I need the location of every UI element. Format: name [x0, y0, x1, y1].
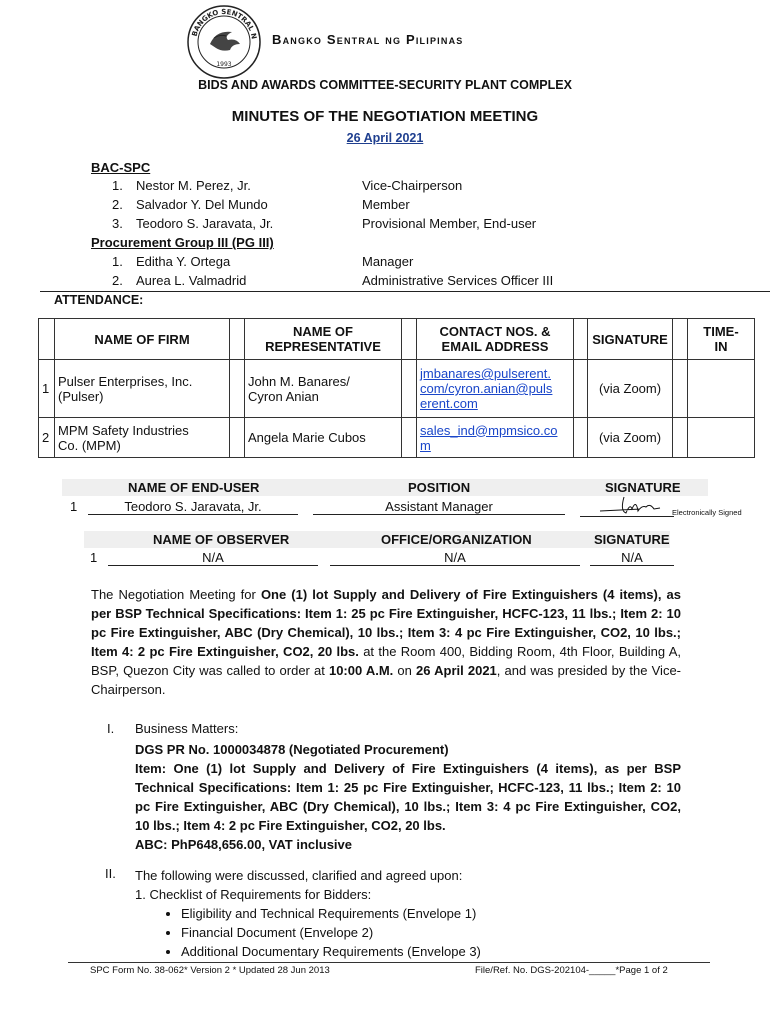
abc-amount: ABC: PhP648,656.00, VAT inclusive [135, 837, 352, 852]
header-time-label: IN [714, 339, 728, 354]
time-in-cell [688, 360, 755, 418]
row-number: 2 [39, 418, 55, 458]
time-in-cell [688, 418, 755, 458]
paragraph-text: on [393, 663, 417, 678]
item-description: Item: One (1) lot Supply and Delivery of Fire Extinguishers (4 items), as per BSP Technical Specifications: Item 1: 25 pc Fire Extinguisher, HCFC-123, 11 lbs.; Item 2: 10 pc Fire Extinguisher, ABC (Dry Chemical), 10 lbs.; Item 3: 4 pc Fire Extinguisher, CO2, 10 lbs.; Item 4: 2 pc Fire Extinguisher, CO2, 20 lbs. [135, 761, 681, 833]
paragraph-date: 26 April 2021 [416, 663, 497, 678]
header-signature [588, 319, 673, 360]
bac-member-role: Vice-Chairperson [362, 178, 463, 193]
svg-text:BANGKO SENTRAL NG PILIPINAS: BANGKO SENTRAL N [190, 7, 258, 40]
header-contact-label: EMAIL ADDRESS [441, 339, 549, 354]
observer-office: N/A [330, 550, 580, 566]
table-cell [673, 360, 688, 418]
discussion-title: The following were discussed, clarified and agreed upon: [135, 868, 463, 883]
section-numeral: I. [107, 721, 115, 736]
email-line[interactable]: jmbanares@pulserent. [420, 366, 551, 381]
header-time-in [688, 319, 755, 360]
bank-name: Bangko Sentral ng Pilipinas [272, 32, 464, 47]
observer-name-header: NAME OF OBSERVER [153, 532, 290, 547]
discussion-block [135, 866, 681, 961]
table-cell [402, 418, 417, 458]
attendance-heading: ATTENDANCE: [54, 293, 144, 307]
business-matters-title: Business Matters: [135, 721, 239, 736]
email-line[interactable]: sales_ind@mpmsico.co [420, 422, 558, 438]
representative-name: Cyron Anian [248, 388, 319, 404]
representative-cell: Angela Marie Cubos [245, 418, 402, 458]
observer-name: N/A [108, 550, 318, 566]
header-signature-label: SIGNATURE [592, 331, 668, 347]
bac-member-name: Nestor M. Perez, Jr. [136, 178, 251, 193]
footer-page-ref: File/Ref. No. DGS-202104-_____*Page 1 of 2 [475, 965, 668, 976]
pg-member-name: Aurea L. Valmadrid [136, 273, 247, 288]
observer-office-header: OFFICE/ORGANIZATION [381, 532, 532, 547]
representative-name: John M. Banares/ [248, 373, 350, 389]
section-divider [40, 291, 770, 292]
firm-cell [55, 418, 230, 458]
paragraph-text: at the Room 400, Bidding Room, 4th Floor, Building A, BSP, Quezon City was called to order at [91, 644, 681, 678]
opening-paragraph [91, 585, 681, 699]
document-title: MINUTES OF THE NEGOTIATION MEETING [231, 108, 539, 125]
pg-member-num: 1. [112, 254, 123, 269]
email-line[interactable]: erent.com [420, 396, 478, 411]
end-user-name: Teodoro S. Jaravata, Jr. [88, 499, 298, 515]
bac-member-name: Salvador Y. Del Mundo [136, 197, 268, 212]
checklist-list [135, 904, 681, 961]
bac-heading: BAC-SPC [91, 160, 151, 175]
checklist-heading: 1. Checklist of Requirements for Bidders: [135, 887, 372, 902]
footer-divider [68, 962, 710, 963]
section-numeral: II. [105, 866, 116, 881]
end-user-signature-header: SIGNATURE [605, 480, 681, 495]
header-firm [55, 319, 230, 360]
svg-text:1993: 1993 [216, 61, 232, 68]
table-header-row [39, 319, 755, 360]
pg-member-role: Manager [362, 254, 414, 269]
firm-abbr: (Pulser) [58, 388, 104, 404]
row-number: 1 [39, 360, 55, 418]
pg-member-role: Administrative Services Officer III [362, 273, 554, 288]
firm-name: MPM Safety Industries [58, 422, 189, 438]
end-user-number: 1 [70, 499, 78, 514]
end-user-position-header: POSITION [408, 480, 471, 495]
table-cell [673, 319, 688, 360]
email-line[interactable]: com/cyron.anian@puls [420, 381, 553, 396]
footer-form-number: SPC Form No. 38-062* Version 2 * Updated 28 Jun 2013 [90, 965, 330, 976]
list-item: • Eligibility and Technical Requirements (Envelope 1) [181, 904, 681, 923]
table-cell [402, 360, 417, 418]
pr-number: DGS PR No. 1000034878 (Negotiated Procurement) [135, 742, 449, 757]
header-rep-label: NAME OF [293, 324, 353, 339]
table-row [39, 418, 755, 458]
business-matters-details [135, 740, 681, 854]
end-user-signature-line [580, 499, 674, 517]
firm-abbr: Co. (MPM) [58, 437, 121, 453]
end-user-position: Assistant Manager [313, 499, 565, 515]
bac-member-role: Provisional Member, End-user [362, 216, 537, 231]
table-cell [574, 319, 588, 360]
attendance-table [38, 318, 755, 458]
table-cell [39, 319, 55, 360]
end-user-name-header: NAME OF END-USER [128, 480, 260, 495]
header-firm-label: NAME OF FIRM [94, 331, 190, 347]
observer-signature: N/A [590, 550, 674, 566]
paragraph-project-title: One (1) lot Supply and Delivery of Fire Extinguishers (4 items), as per BSP Technical Specifications: Item 1: 25 pc Fire Extinguisher, HCFC-123, 11 lbs.; Item 2: 10 pc Fire Extinguisher, ABC (Dry Chemical), 10 lbs.; Item 3: 4 pc Fire Extinguisher, CO2, 10 lbs.; Item 4: 2 pc Fire Extinguisher, CO2, 20 lbs. [91, 587, 681, 659]
meeting-date: 26 April 2021 [346, 131, 424, 145]
signature-cell: (via Zoom) [588, 360, 673, 418]
email-link[interactable] [417, 360, 574, 418]
list-item: • Financial Document (Envelope 2) [181, 923, 681, 942]
handwritten-signature-icon [580, 493, 674, 515]
list-item: • Additional Documentary Requirements (Envelope 3) [181, 942, 681, 961]
email-line[interactable]: m [420, 437, 431, 453]
pg-member-name: Editha Y. Ortega [136, 254, 231, 269]
bac-member-num: 1. [112, 178, 123, 193]
pg-member-num: 2. [112, 273, 123, 288]
bac-member-name: Teodoro S. Jaravata, Jr. [136, 216, 274, 231]
paragraph-text: The Negotiation Meeting for [91, 587, 261, 602]
electronic-signature-note: Electronically Signed [672, 508, 742, 517]
table-cell [402, 319, 417, 360]
table-row [39, 360, 755, 418]
observer-number: 1 [90, 550, 98, 565]
table-cell [673, 418, 688, 458]
table-cell [230, 319, 245, 360]
table-cell [230, 360, 245, 418]
committee-name: BIDS AND AWARDS COMMITTEE-SECURITY PLANT COMPLEX [198, 78, 572, 92]
header-representative [245, 319, 402, 360]
header-time-label: TIME- [703, 324, 739, 339]
signature-cell: (via Zoom) [588, 418, 673, 458]
observer-signature-header: SIGNATURE [594, 532, 670, 547]
bsp-seal-logo [186, 4, 262, 80]
representative-cell [245, 360, 402, 418]
pg-heading: Procurement Group III (PG III) [91, 235, 274, 250]
firm-cell [55, 360, 230, 418]
table-cell [230, 418, 245, 458]
table-cell [574, 360, 588, 418]
bac-member-role: Member [362, 197, 410, 212]
firm-name: Pulser Enterprises, Inc. [58, 373, 193, 389]
paragraph-time: 10:00 A.M. [328, 663, 394, 678]
header-contact-label: CONTACT NOS. & [439, 324, 551, 339]
email-link[interactable] [417, 418, 574, 458]
bac-member-num: 2. [112, 197, 123, 212]
table-cell [574, 418, 588, 458]
header-contact [417, 319, 574, 360]
paragraph-text: , and was presided by the Vice-Chairperson. [91, 663, 682, 697]
header-rep-label: REPRESENTATIVE [265, 339, 381, 354]
bac-member-num: 3. [112, 216, 123, 231]
